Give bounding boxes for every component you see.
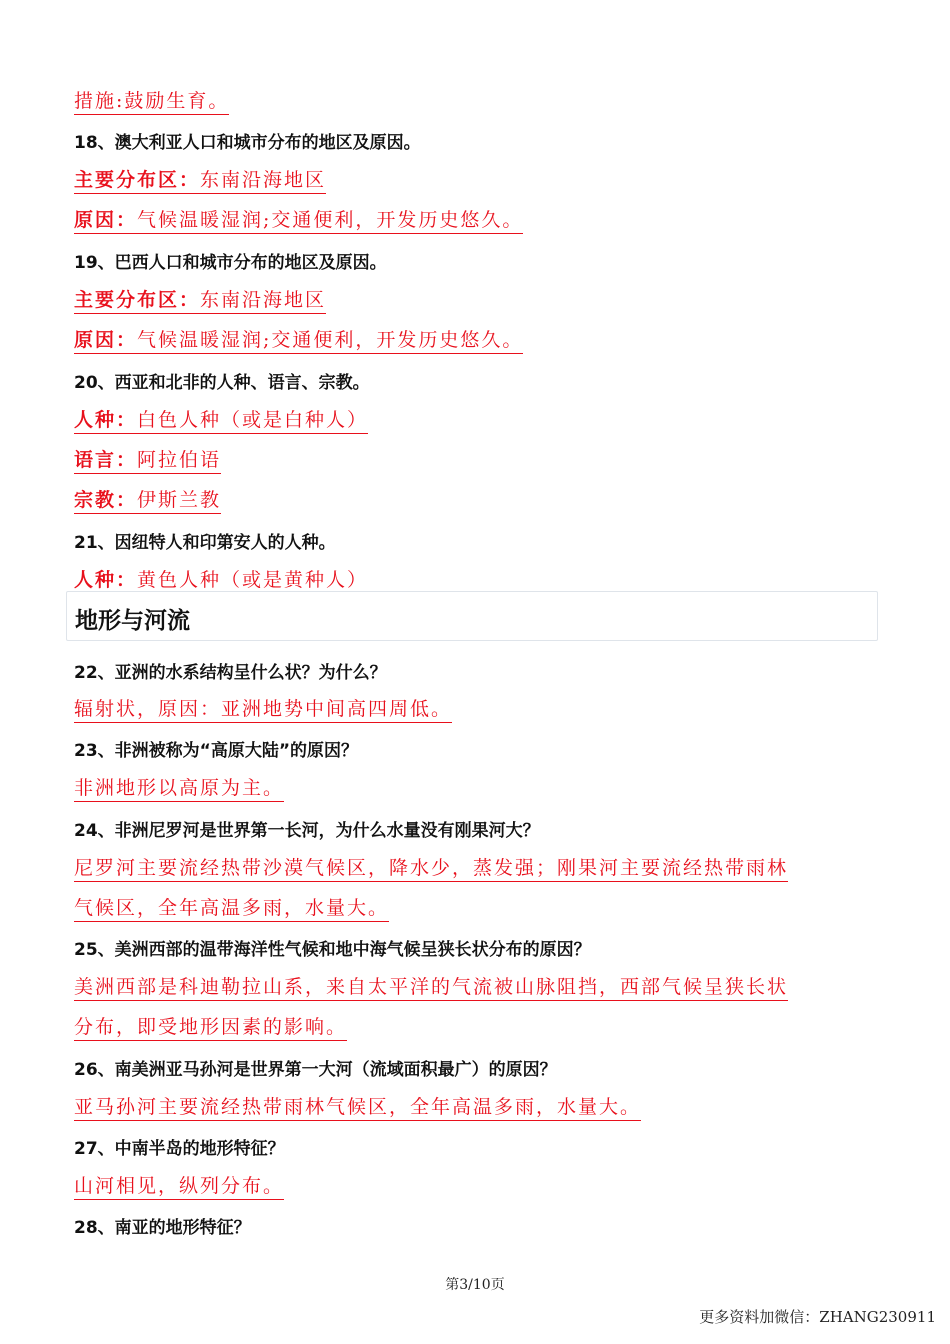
answer-line xyxy=(74,86,229,115)
answer-text: 分布，即受地形因素的影响。 xyxy=(74,1016,348,1038)
answer-label: 宗教： xyxy=(74,489,138,511)
question-19: 19、巴西人口和城市分布的地区及原因。 xyxy=(74,253,387,273)
answer-text: 亚马孙河主要流经热带雨林气候区，全年高温多雨，水量大。 xyxy=(74,1096,642,1118)
answer-line xyxy=(74,1092,641,1121)
section-header xyxy=(66,591,878,641)
answer-line xyxy=(74,1171,284,1200)
answer-line xyxy=(74,285,326,314)
answer-line xyxy=(74,694,452,723)
answer-line xyxy=(74,165,326,194)
question-21: 21、因纽特人和印第安人的人种。 xyxy=(74,533,336,553)
question-23: 23、非洲被称为“高原大陆”的原因？ xyxy=(74,741,359,761)
question-27: 27、中南半岛的地形特征？ xyxy=(74,1139,285,1159)
answer-text: 美洲西部是科迪勒拉山系，来自太平洋的气流被山脉阻挡，西部气候呈狭长状 xyxy=(74,976,789,998)
answer-text: 东南沿海地区 xyxy=(200,169,327,191)
answer-label: 原因： xyxy=(74,329,138,351)
answer-text: 辐射状，原因：亚洲地势中间高四周低。 xyxy=(74,698,453,720)
section-title: 地形与河流 xyxy=(75,608,190,634)
answer-line xyxy=(74,405,368,434)
answer-line xyxy=(74,893,389,922)
answer-text: 气候温暖湿润;交通便利，开发历史悠久。 xyxy=(137,209,524,231)
answer-text: 伊斯兰教 xyxy=(137,489,222,511)
answer-text: 非洲地形以高原为主。 xyxy=(74,777,285,799)
question-20: 20、西亚和北非的人种、语言、宗教。 xyxy=(74,373,370,393)
page-number: 第3/10页 xyxy=(445,1277,505,1293)
answer-text: 黄色人种（或是黄种人） xyxy=(137,569,369,591)
answer-text: 气候区，全年高温多雨，水量大。 xyxy=(74,897,390,919)
question-28: 28、南亚的地形特征？ xyxy=(74,1218,251,1238)
answer-line xyxy=(74,325,523,354)
question-25: 25、美洲西部的温带海洋性气候和地中海气候呈狭长状分布的原因？ xyxy=(74,940,591,960)
answer-text: 白色人种（或是白种人） xyxy=(137,409,369,431)
answer-text: 尼罗河主要流经热带沙漠气候区，降水少，蒸发强；刚果河主要流经热带雨林 xyxy=(74,857,789,879)
answer-line xyxy=(74,1012,347,1041)
question-24: 24、非洲尼罗河是世界第一长河，为什么水量没有刚果河大？ xyxy=(74,821,540,841)
answer-label: 人种： xyxy=(74,409,138,431)
answer-text: 阿拉伯语 xyxy=(137,449,222,471)
answer-text: 气候温暖湿润;交通便利，开发历史悠久。 xyxy=(137,329,524,351)
answer-line xyxy=(74,773,284,802)
answer-line xyxy=(74,853,788,882)
answer-label: 原因： xyxy=(74,209,138,231)
answer-line xyxy=(74,485,221,514)
answer-text: 山河相见，纵列分布。 xyxy=(74,1175,285,1197)
question-26: 26、南美洲亚马孙河是世界第一大河（流域面积最广）的原因？ xyxy=(74,1060,557,1080)
footer-contact: 更多资料加微信：ZHANG230911 xyxy=(699,1308,936,1326)
question-18: 18、澳大利亚人口和城市分布的地区及原因。 xyxy=(74,133,421,153)
answer-line xyxy=(74,565,368,594)
answer-text: 措施:鼓励生育。 xyxy=(74,90,230,112)
answer-label: 主要分布区： xyxy=(74,169,201,191)
answer-line xyxy=(74,205,523,234)
answer-line xyxy=(74,445,221,474)
answer-label: 语言： xyxy=(74,449,138,471)
answer-label: 主要分布区： xyxy=(74,289,201,311)
answer-line xyxy=(74,972,788,1001)
question-22: 22、亚洲的水系结构呈什么状？为什么？ xyxy=(74,663,387,683)
answer-label: 人种： xyxy=(74,569,138,591)
answer-text: 东南沿海地区 xyxy=(200,289,327,311)
